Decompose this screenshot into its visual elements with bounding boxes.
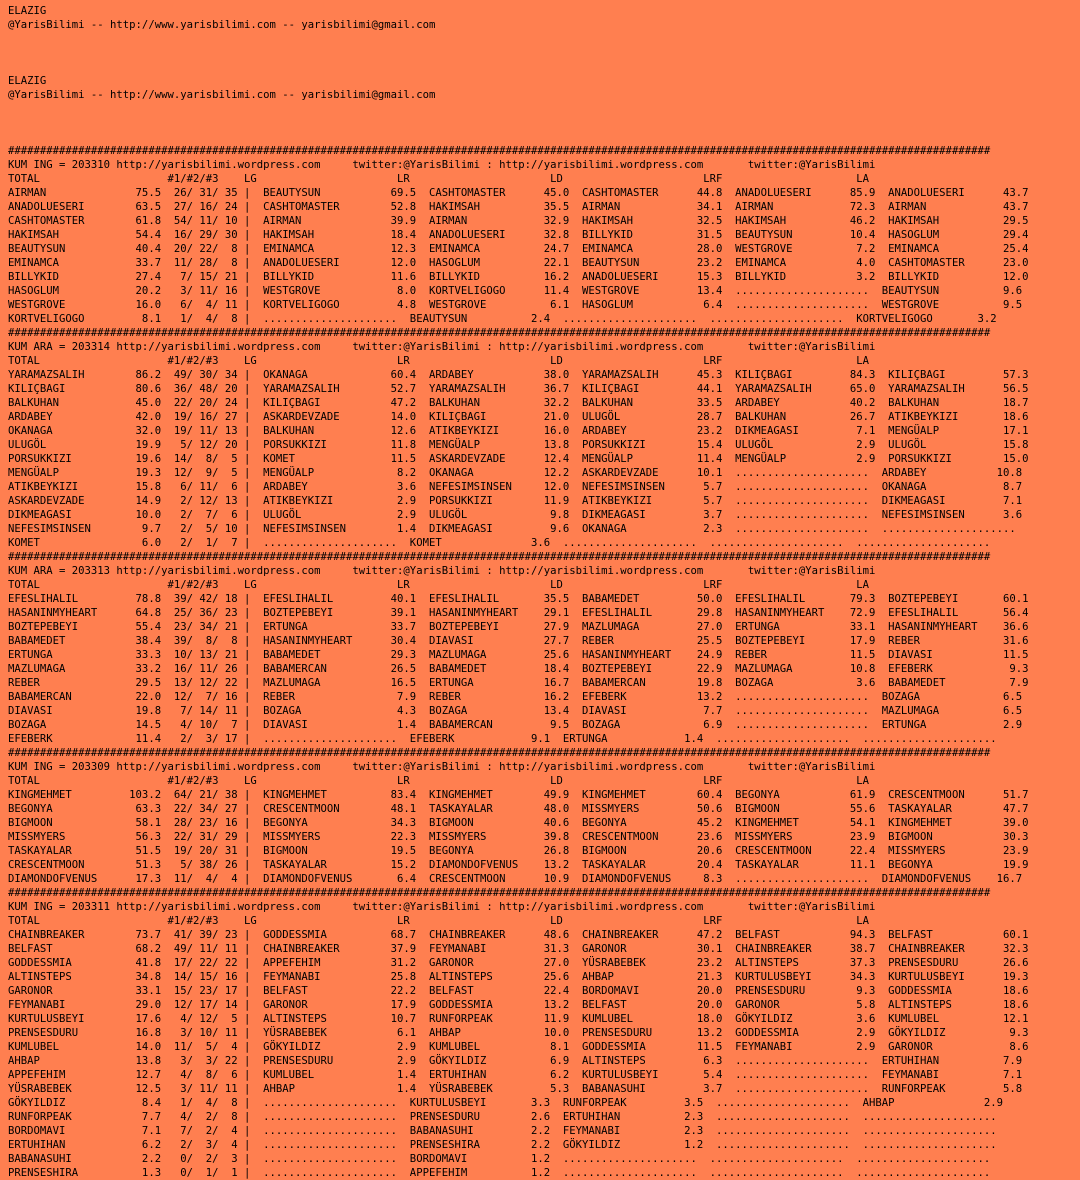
- table-row: ERTUNGA 33.3 10/ 13/ 21 | BABAMEDET 29.3 MAZLUMAGA 25.6 HASANINMYHEART 24.9 REBER 11.5 DIAVASI 11.5: [8, 649, 1029, 661]
- table-row: CRESCENTMOON 51.3 5/ 38/ 26 | TASKAYALAR 15.2 DIAMONDOFVENUS 13.2 TASKAYALAR 20.4 TASKAYALAR 11.1 BEGONYA 19.9: [8, 859, 1029, 871]
- header-contact: @YarisBilimi -- http://www.yarisbilimi.com -- yarisbilimi@gmail.com: [8, 19, 436, 31]
- table-row: BIGMOON 58.1 28/ 23/ 16 | BEGONYA 34.3 BIGMOON 40.6 BEGONYA 45.2 KINGMEHMET 54.1 KINGMEHMET 39.0: [8, 817, 1029, 829]
- section-separator: ##########################################################################################################################################################: [8, 551, 991, 563]
- table-row: PRENSESHIRA 1.3 0/ 1/ 1 | ..................... APPEFEHIM 1.2 ..................... ..................... .....................: [8, 1167, 991, 1179]
- section-column-headers: TOTAL #1/#2/#3 LG LR LD LRF LA: [8, 579, 870, 591]
- blank-line: [8, 32, 1080, 46]
- table-row: EFEBERK 11.4 2/ 3/ 17 | ..................... EFEBERK 9.1 ERTUNGA 1.4 ..................... .....................: [8, 733, 997, 745]
- section-separator: ##########################################################################################################################################################: [8, 327, 991, 339]
- table-row: PORSUKKIZI 19.6 14/ 8/ 5 | KOMET 11.5 ASKARDEVZADE 12.4 MENGÜALP 11.4 MENGÜALP 2.9 PORSUKKIZI 15.0: [8, 453, 1029, 465]
- table-row: WESTGROVE 16.0 6/ 4/ 11 | KORTVELIGOGO 4.8 WESTGROVE 6.1 HASOGLUM 6.4 ..................... WESTGROVE 9.5: [8, 299, 1023, 311]
- table-row: ASKARDEVZADE 14.9 2/ 12/ 13 | ATIKBEYKIZI 2.9 PORSUKKIZI 11.9 ATIKBEYKIZI 5.7 ..................... DIKMEAGASI 7.1: [8, 495, 1023, 507]
- header-city: ELAZIG: [8, 5, 47, 17]
- table-row: EMINAMCA 33.7 11/ 28/ 8 | ANADOLUESERI 12.0 HASOGLUM 22.1 BEAUTYSUN 23.2 EMINAMCA 4.0 CASHTOMASTER 23.0: [8, 257, 1029, 269]
- table-row: KINGMEHMET 103.2 64/ 21/ 38 | KINGMEHMET 83.4 KINGMEHMET 49.9 KINGMEHMET 60.4 BEGONYA 61.9 CRESCENTMOON 51.7: [8, 789, 1029, 801]
- table-row: TASKAYALAR 51.5 19/ 20/ 31 | BIGMOON 19.5 BEGONYA 26.8 BIGMOON 20.6 CRESCENTMOON 22.4 MISSMYERS 23.9: [8, 845, 1029, 857]
- table-row: KORTVELIGOGO 8.1 1/ 4/ 8 | ..................... BEAUTYSUN 2.4 ..................... ..................... KORTVELIGOGO 3.2: [8, 313, 997, 325]
- section-title: KUM ING = 203309 http://yarisbilimi.wordpress.com twitter:@YarisBilimi : http://yarisbilimi.wordpress.com twitter:@YarisBilimi: [8, 761, 876, 773]
- table-row: BOZTEPEBEYI 55.4 23/ 34/ 21 | ERTUNGA 33.7 BOZTEPEBEYI 27.9 MAZLUMAGA 27.0 ERTUNGA 33.1 HASANINMYHEART 36.6: [8, 621, 1029, 633]
- table-row: HASANINMYHEART 64.8 25/ 36/ 23 | BOZTEPEBEYI 39.1 HASANINMYHEART 29.1 EFESLIHALIL 29.8 HASANINMYHEART 72.9 EFESLIHALIL 56.4: [8, 607, 1029, 619]
- section-title: KUM ING = 203311 http://yarisbilimi.wordpress.com twitter:@YarisBilimi : http://yarisbilimi.wordpress.com twitter:@YarisBilimi: [8, 901, 876, 913]
- table-row: YARAMAZSALIH 86.2 49/ 30/ 34 | OKANAGA 60.4 ARDABEY 38.0 YARAMAZSALIH 45.3 KILIÇBAGI 84.3 KILIÇBAGI 57.3: [8, 369, 1029, 381]
- blank-line: [8, 102, 1080, 116]
- table-row: FEYMANABI 29.0 12/ 17/ 14 | GARONOR 17.9 GODDESSMIA 13.2 BELFAST 20.0 GARONOR 5.8 ALTINSTEPS 18.6: [8, 999, 1029, 1011]
- table-row: DIKMEAGASI 10.0 2/ 7/ 6 | ULUGÖL 2.9 ULUGÖL 9.8 DIKMEAGASI 3.7 ..................... NEFESIMSINSEN 3.6: [8, 509, 1023, 521]
- table-row: NEFESIMSINSEN 9.7 2/ 5/ 10 | NEFESIMSINSEN 1.4 DIKMEAGASI 9.6 OKANAGA 2.3 ..................... .....................: [8, 523, 1016, 535]
- table-row: KILIÇBAGI 80.6 36/ 48/ 20 | YARAMAZSALIH 52.7 YARAMAZSALIH 36.7 KILIÇBAGI 44.1 YARAMAZSALIH 65.0 YARAMAZSALIH 56.5: [8, 383, 1029, 395]
- table-row: MISSMYERS 56.3 22/ 31/ 29 | MISSMYERS 22.3 MISSMYERS 39.8 CRESCENTMOON 23.6 MISSMYERS 23.9 BIGMOON 30.3: [8, 831, 1029, 843]
- table-row: MAZLUMAGA 33.2 16/ 11/ 26 | BABAMERCAN 26.5 BABAMEDET 18.4 BOZTEPEBEYI 22.9 MAZLUMAGA 10.8 EFEBERK 9.3: [8, 663, 1029, 675]
- section-column-headers: TOTAL #1/#2/#3 LG LR LD LRF LA: [8, 915, 870, 927]
- table-row: DIAVASI 19.8 7/ 14/ 11 | BOZAGA 4.3 BOZAGA 13.4 DIAVASI 7.7 ..................... MAZLUMAGA 6.5: [8, 705, 1023, 717]
- table-row: YÜSRABEBEK 12.5 3/ 11/ 11 | AHBAP 1.4 YÜSRABEBEK 5.3 BABANASUHI 3.7 ..................... RUNFORPEAK 5.8: [8, 1083, 1023, 1095]
- table-row: CHAINBREAKER 73.7 41/ 39/ 23 | GODDESSMIA 68.7 CHAINBREAKER 48.6 CHAINBREAKER 47.2 BELFAST 94.3 BELFAST 60.1: [8, 929, 1029, 941]
- table-row: RUNFORPEAK 7.7 4/ 2/ 8 | ..................... PRENSESDURU 2.6 ERTUHIHAN 2.3 ..................... .....................: [8, 1111, 997, 1123]
- table-row: KURTULUSBEYI 17.6 4/ 12/ 5 | ALTINSTEPS 10.7 RUNFORPEAK 11.9 KUMLUBEL 18.0 GÖKYILDIZ 3.6 KUMLUBEL 12.1: [8, 1013, 1029, 1025]
- section-title: KUM ING = 203310 http://yarisbilimi.wordpress.com twitter:@YarisBilimi : http://yarisbilimi.wordpress.com twitter:@YarisBilimi: [8, 159, 876, 171]
- table-row: GODDESSMIA 41.8 17/ 22/ 22 | APPEFEHIM 31.2 GARONOR 27.0 YÜSRABEBEK 23.2 ALTINSTEPS 37.3 PRENSESDURU 26.6: [8, 957, 1029, 969]
- header-contact: @YarisBilimi -- http://www.yarisbilimi.com -- yarisbilimi@gmail.com: [8, 89, 436, 101]
- section-separator: ##########################################################################################################################################################: [8, 747, 991, 759]
- table-row: AHBAP 13.8 3/ 3/ 22 | PRENSESDURU 2.9 GÖKYILDIZ 6.9 ALTINSTEPS 6.3 ..................... ERTUHIHAN 7.9: [8, 1055, 1023, 1067]
- table-row: OKANAGA 32.0 19/ 11/ 13 | BALKUHAN 12.6 ATIKBEYKIZI 16.0 ARDABEY 23.2 DIKMEAGASI 7.1 MENGÜALP 17.1: [8, 425, 1029, 437]
- section-title: KUM ARA = 203313 http://yarisbilimi.wordpress.com twitter:@YarisBilimi : http://yarisbilimi.wordpress.com twitter:@YarisBilimi: [8, 565, 876, 577]
- header-city: ELAZIG: [8, 75, 47, 87]
- table-row: KOMET 6.0 2/ 1/ 7 | ..................... KOMET 3.6 ..................... ..................... .....................: [8, 537, 991, 549]
- section-column-headers: TOTAL #1/#2/#3 LG LR LD LRF LA: [8, 775, 870, 787]
- table-row: BALKUHAN 45.0 22/ 20/ 24 | KILIÇBAGI 47.2 BALKUHAN 32.2 BALKUHAN 33.5 ARDABEY 40.2 BALKUHAN 18.7: [8, 397, 1029, 409]
- table-row: BILLYKID 27.4 7/ 15/ 21 | BILLYKID 11.6 BILLYKID 16.2 ANADOLUESERI 15.3 BILLYKID 3.2 BILLYKID 12.0: [8, 271, 1029, 283]
- table-row: HASOGLUM 20.2 3/ 11/ 16 | WESTGROVE 8.0 KORTVELIGOGO 11.4 WESTGROVE 13.4 ..................... BEAUTYSUN 9.6: [8, 285, 1023, 297]
- table-row: BABANASUHI 2.2 0/ 2/ 3 | ..................... BORDOMAVI 1.2 ..................... ..................... .....................: [8, 1153, 991, 1165]
- blank-line: [8, 60, 1080, 74]
- table-row: CASHTOMASTER 61.8 54/ 11/ 10 | AIRMAN 39.9 AIRMAN 32.9 HAKIMSAH 32.5 HAKIMSAH 46.2 HAKIMSAH 29.5: [8, 215, 1029, 227]
- table-row: APPEFEHIM 12.7 4/ 8/ 6 | KUMLUBEL 1.4 ERTUHIHAN 6.2 KURTULUSBEYI 5.4 ..................... FEYMANABI 7.1: [8, 1069, 1023, 1081]
- table-row: DIAMONDOFVENUS 17.3 11/ 4/ 4 | DIAMONDOFVENUS 6.4 CRESCENTMOON 10.9 DIAMONDOFVENUS 8.3 ..................... DIAMONDOFVENUS 16.7: [8, 873, 1023, 885]
- table-row: EFESLIHALIL 78.8 39/ 42/ 18 | EFESLIHALIL 40.1 EFESLIHALIL 35.5 BABAMEDET 50.0 EFESLIHALIL 79.3 BOZTEPEBEYI 60.1: [8, 593, 1029, 605]
- table-row: BELFAST 68.2 49/ 11/ 11 | CHAINBREAKER 37.9 FEYMANABI 31.3 GARONOR 30.1 CHAINBREAKER 38.7 CHAINBREAKER 32.3: [8, 943, 1029, 955]
- section-separator: ##########################################################################################################################################################: [8, 145, 991, 157]
- table-row: GARONOR 33.1 15/ 23/ 17 | BELFAST 22.2 BELFAST 22.4 BORDOMAVI 20.0 PRENSESDURU 9.3 GODDESSMIA 18.6: [8, 985, 1029, 997]
- table-row: ALTINSTEPS 34.8 14/ 15/ 16 | FEYMANABI 25.8 ALTINSTEPS 25.6 AHBAP 21.3 KURTULUSBEYI 34.3 KURTULUSBEYI 19.3: [8, 971, 1029, 983]
- section-separator: ##########################################################################################################################################################: [8, 887, 991, 899]
- table-row: BABAMERCAN 22.0 12/ 7/ 16 | REBER 7.9 REBER 16.2 EFEBERK 13.2 ..................... BOZAGA 6.5: [8, 691, 1023, 703]
- table-row: ANADOLUESERI 63.5 27/ 16/ 24 | CASHTOMASTER 52.8 HAKIMSAH 35.5 AIRMAN 34.1 AIRMAN 72.3 AIRMAN 43.7: [8, 201, 1029, 213]
- table-row: BEGONYA 63.3 22/ 34/ 27 | CRESCENTMOON 48.1 TASKAYALAR 48.0 MISSMYERS 50.6 BIGMOON 55.6 TASKAYALAR 47.7: [8, 803, 1029, 815]
- table-row: MENGÜALP 19.3 12/ 9/ 5 | MENGÜALP 8.2 OKANAGA 12.2 ASKARDEVZADE 10.1 ..................... ARDABEY 10.8: [8, 467, 1023, 479]
- table-row: BORDOMAVI 7.1 7/ 2/ 4 | ..................... BABANASUHI 2.2 FEYMANABI 2.3 ..................... .....................: [8, 1125, 997, 1137]
- table-row: ARDABEY 42.0 19/ 16/ 27 | ASKARDEVZADE 14.0 KILIÇBAGI 21.0 ULUGÖL 28.7 BALKUHAN 26.7 ATIKBEYKIZI 18.6: [8, 411, 1029, 423]
- table-row: BABAMEDET 38.4 39/ 8/ 8 | HASANINMYHEART 30.4 DIAVASI 27.7 REBER 25.5 BOZTEPEBEYI 17.9 REBER 31.6: [8, 635, 1029, 647]
- table-row: HAKIMSAH 54.4 16/ 29/ 30 | HAKIMSAH 18.4 ANADOLUESERI 32.8 BILLYKID 31.5 BEAUTYSUN 10.4 HASOGLUM 29.4: [8, 229, 1029, 241]
- section-title: KUM ARA = 203314 http://yarisbilimi.wordpress.com twitter:@YarisBilimi : http://yarisbilimi.wordpress.com twitter:@YarisBilimi: [8, 341, 876, 353]
- table-row: GÖKYILDIZ 8.4 1/ 4/ 8 | ..................... KURTULUSBEYI 3.3 RUNFORPEAK 3.5 ..................... AHBAP 2.9: [8, 1097, 1003, 1109]
- table-row: REBER 29.5 13/ 12/ 22 | MAZLUMAGA 16.5 ERTUNGA 16.7 BABAMERCAN 19.8 BOZAGA 3.6 BABAMEDET 7.9: [8, 677, 1029, 689]
- section-column-headers: TOTAL #1/#2/#3 LG LR LD LRF LA: [8, 355, 870, 367]
- table-row: ULUGÖL 19.9 5/ 12/ 20 | PORSUKKIZI 11.8 MENGÜALP 13.8 PORSUKKIZI 15.4 ULUGÖL 2.9 ULUGÖL 15.8: [8, 439, 1029, 451]
- blank-line: [8, 130, 1080, 144]
- table-row: PRENSESDURU 16.8 3/ 10/ 11 | YÜSRABEBEK 6.1 AHBAP 10.0 PRENSESDURU 13.2 GODDESSMIA 2.9 GÖKYILDIZ 9.3: [8, 1027, 1029, 1039]
- section-column-headers: TOTAL #1/#2/#3 LG LR LD LRF LA: [8, 173, 870, 185]
- blank-line: [8, 46, 1080, 60]
- table-row: AIRMAN 75.5 26/ 31/ 35 | BEAUTYSUN 69.5 CASHTOMASTER 45.0 CASHTOMASTER 44.8 ANADOLUESERI 85.9 ANADOLUESERI 43.7: [8, 187, 1029, 199]
- table-row: BEAUTYSUN 40.4 20/ 22/ 8 | EMINAMCA 12.3 EMINAMCA 24.7 EMINAMCA 28.0 WESTGROVE 7.2 EMINAMCA 25.4: [8, 243, 1029, 255]
- table-row: ATIKBEYKIZI 15.8 6/ 11/ 6 | ARDABEY 3.6 NEFESIMSINSEN 12.0 NEFESIMSINSEN 5.7 ..................... OKANAGA 8.7: [8, 481, 1023, 493]
- blank-line: [8, 116, 1080, 130]
- table-row: KUMLUBEL 14.0 11/ 5/ 4 | GÖKYILDIZ 2.9 KUMLUBEL 8.1 GODDESSMIA 11.5 FEYMANABI 2.9 GARONOR 8.6: [8, 1041, 1029, 1053]
- table-row: BOZAGA 14.5 4/ 10/ 7 | DIAVASI 1.4 BABAMERCAN 9.5 BOZAGA 6.9 ..................... ERTUNGA 2.9: [8, 719, 1023, 731]
- table-row: ERTUHIHAN 6.2 2/ 3/ 4 | ..................... PRENSESHIRA 2.2 GÖKYILDIZ 1.2 ..................... .....................: [8, 1139, 997, 1151]
